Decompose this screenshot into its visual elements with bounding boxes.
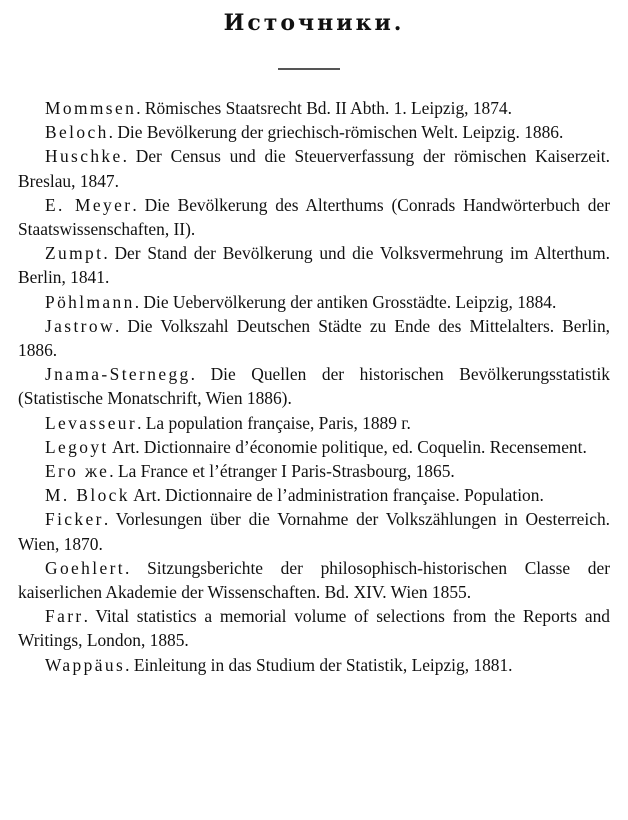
entry-author: Farr bbox=[45, 606, 84, 627]
entry-text: . Der Census und die Steuerverfassung der römischen Kaiserzeit. Breslau, 1847. bbox=[18, 146, 610, 191]
entry-text: . Sitzungsberichte der philosophisch-historischen Classe der kaiserlichen Akademie der Wissenschaften. Bd. XIV. Wien 1855. bbox=[18, 557, 610, 603]
entry-text: . Die Quellen der historischen Bevölkerungsstatistik (Statistische Monatschrift, Wien 1886). bbox=[18, 364, 610, 409]
entry-text: . La France et l’étranger I Paris-Strasbourg, 1865. bbox=[109, 461, 455, 482]
document-page bbox=[18, 0, 610, 820]
entry-author: Его же bbox=[45, 461, 110, 482]
bibliography-list bbox=[18, 96, 610, 677]
entry-text: . Die Bevölkerung des Alterthums (Conrads Handwörterbuch der Staatswissenschaften, II). bbox=[18, 194, 611, 240]
entry-text: . Vorlesungen über die Vornahme der Volkszählungen in Oesterreich. Wien, 1870. bbox=[18, 509, 610, 554]
bibliography-entry bbox=[18, 144, 610, 192]
bibliography-entry bbox=[18, 556, 610, 604]
entry-text: . Einleitung in das Studium der Statistik, Leipzig, 1881. bbox=[125, 654, 513, 675]
entry-author: Zumpt bbox=[45, 243, 104, 264]
entry-author: Jastrow bbox=[45, 315, 115, 336]
bibliography-entry bbox=[18, 120, 610, 144]
page-title: Источники. bbox=[223, 10, 405, 36]
bibliography-entry bbox=[18, 604, 610, 652]
bibliography-entry bbox=[18, 435, 610, 459]
entry-author: Goehlert bbox=[45, 557, 126, 578]
entry-text: . Römisches Staatsrecht Bd. II Abth. 1. Leipzig, 1874. bbox=[136, 98, 512, 118]
bibliography-entry bbox=[18, 241, 610, 289]
entry-text: . Die Bevölkerung der griechisch-römischen Welt. Leipzig. 1886. bbox=[108, 122, 564, 143]
bibliography-entry bbox=[18, 290, 610, 314]
bibliography-entry bbox=[18, 653, 610, 677]
entry-text: . La population française, Paris, 1889 г. bbox=[137, 412, 411, 433]
entry-author: Levasseur bbox=[45, 412, 138, 433]
entry-author: Beloch bbox=[45, 122, 109, 143]
entry-author: Jnama-Sternegg bbox=[45, 364, 191, 385]
entry-text: Art. Dictionnaire d’économie politique, ed. Coquelin. Recensement. bbox=[108, 436, 587, 457]
bibliography-entry bbox=[18, 411, 610, 435]
entry-author: Ficker bbox=[45, 509, 104, 530]
entry-text: . Die Uebervölkerung der antiken Grosstädte. Leipzig, 1884. bbox=[134, 291, 557, 312]
entry-text: . Der Stand der Bevölkerung und die Volksvermehrung im Alterthum. Berlin, 1841. bbox=[18, 243, 610, 288]
bibliography-entry bbox=[18, 362, 610, 410]
title-divider bbox=[278, 68, 340, 70]
entry-author: E. Meyer bbox=[45, 194, 133, 215]
entry-author: Wappäus bbox=[45, 654, 126, 675]
entry-author: Mommsen bbox=[45, 98, 137, 118]
bibliography-entry bbox=[18, 483, 610, 507]
entry-text: Art. Dictionnaire de l’administration française. Population. bbox=[129, 485, 544, 506]
entry-author: Legoyt bbox=[45, 436, 109, 457]
entry-text: . Vital statistics a memorial volume of selections from the Reports and Writings, London, 1885. bbox=[18, 606, 610, 651]
entry-text: . Die Volkszahl Deutschen Städte zu Ende des Mittelalters. Berlin, 1886. bbox=[18, 315, 610, 361]
bibliography-entry bbox=[18, 459, 610, 483]
bibliography-entry bbox=[18, 507, 610, 555]
bibliography-entry bbox=[18, 193, 610, 241]
bibliography-entry bbox=[18, 314, 610, 362]
entry-author: M. Block bbox=[45, 485, 130, 506]
entry-author: Pöhlmann bbox=[45, 291, 135, 312]
entry-author: Huschke bbox=[45, 146, 123, 167]
bibliography-entry bbox=[18, 96, 610, 120]
